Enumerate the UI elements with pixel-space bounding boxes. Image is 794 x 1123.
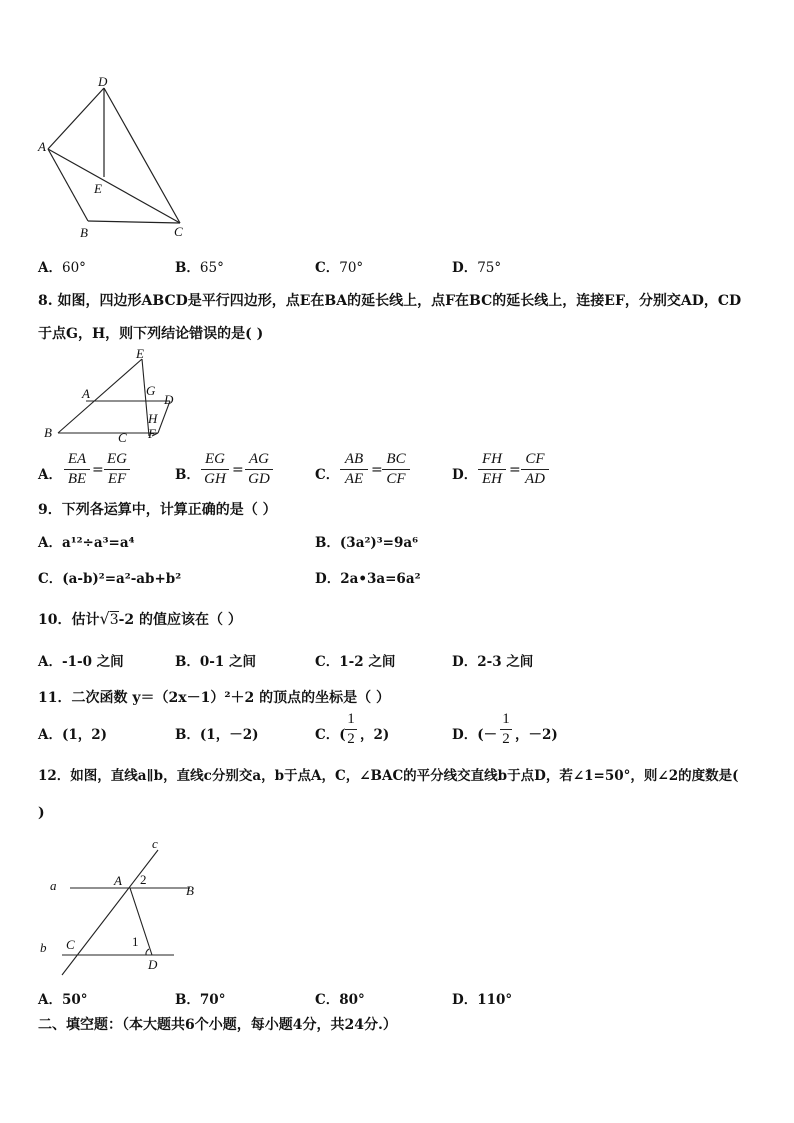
q10-option-b: B．0-1 之间 — [175, 654, 256, 670]
q11-option-a: A．(1，2) — [38, 727, 108, 743]
figure-q7 — [30, 74, 200, 244]
q11-stem: 11．二次函数 y＝（2x－1）²＋2 的顶点的坐标是（ ） — [38, 690, 390, 706]
q8-label-C: C — [118, 430, 127, 445]
q9-option-a: A．a¹²÷a³=a⁴ — [38, 535, 135, 551]
label-E: E — [94, 181, 102, 196]
q8-label-A: A — [82, 386, 90, 401]
label-A: A — [38, 139, 46, 154]
q12-label-1: 1 — [132, 934, 139, 949]
section-heading-fill-in: 二、填空题：（本大题共6个小题，每小题4分，共24分.） — [38, 1017, 397, 1033]
q8-label-D: D — [164, 392, 174, 407]
q8-label-G: G — [146, 383, 156, 398]
q8-label-B: B — [44, 425, 52, 440]
q12-option-b: B．70° — [175, 992, 226, 1008]
q12-option-d: D．110° — [452, 992, 513, 1008]
figure-q12 — [36, 834, 206, 979]
q12-option-c: C．80° — [315, 992, 365, 1008]
q8-stem-line2: 于点G，H，则下列结论错误的是( ) — [38, 326, 264, 342]
q8-label-F: F — [148, 426, 156, 441]
q7-option-d: D．75° — [452, 260, 502, 276]
q12-label-a: a — [50, 878, 57, 893]
q9-option-c: C．(a-b)²=a²-ab+b² — [38, 571, 182, 587]
q12-label-C: C — [66, 937, 75, 952]
q12-stem-line2: ) — [38, 805, 45, 821]
q10-option-c: C．1-2 之间 — [315, 654, 396, 670]
q12-label-b: b — [40, 940, 47, 955]
q8-label-E: E — [136, 346, 144, 361]
q9-option-d: D．2a•3a=6a² — [315, 571, 421, 587]
q10-option-a: A．-1-0 之间 — [38, 654, 124, 670]
q12-label-2: 2 — [140, 872, 147, 887]
q8-label-H: H — [148, 411, 158, 426]
q12-label-B: B — [186, 883, 194, 898]
figure-q8 — [40, 346, 190, 446]
q8-stem-line1: 8. 如图，四边形ABCD是平行四边形，点E在BA的延长线上，点F在BC的延长线上，连接EF，分别交AD，CD — [38, 293, 742, 309]
sqrt-symbol: √ — [99, 609, 110, 628]
label-B: B — [80, 225, 88, 240]
q7-option-c: C．70° — [315, 260, 364, 276]
q11-option-b: B．(1，－2) — [175, 727, 259, 743]
q7-option-b: B．65° — [175, 260, 224, 276]
q9-option-b: B．(3a²)³=9a⁶ — [315, 535, 419, 551]
q9-stem: 9．下列各运算中，计算正确的是（ ） — [38, 502, 277, 518]
q12-stem-line1: 12．如图，直线a∥b，直线c分别交a，b于点A，C，∠BAC的平分线交直线b于点D，若∠1=50°，则∠2的度数是( — [38, 768, 739, 784]
q12-option-a: A．50° — [38, 992, 88, 1008]
q7-option-a: A．60° — [38, 260, 86, 276]
q10-stem: 10．估计√3-2 的值应该在（ ） — [38, 609, 242, 628]
label-C: C — [174, 224, 183, 239]
q12-label-c: c — [152, 836, 158, 851]
q12-label-D: D — [148, 957, 158, 972]
label-D: D — [98, 74, 108, 89]
q10-option-d: D．2-3 之间 — [452, 654, 534, 670]
q12-label-A: A — [114, 873, 122, 888]
